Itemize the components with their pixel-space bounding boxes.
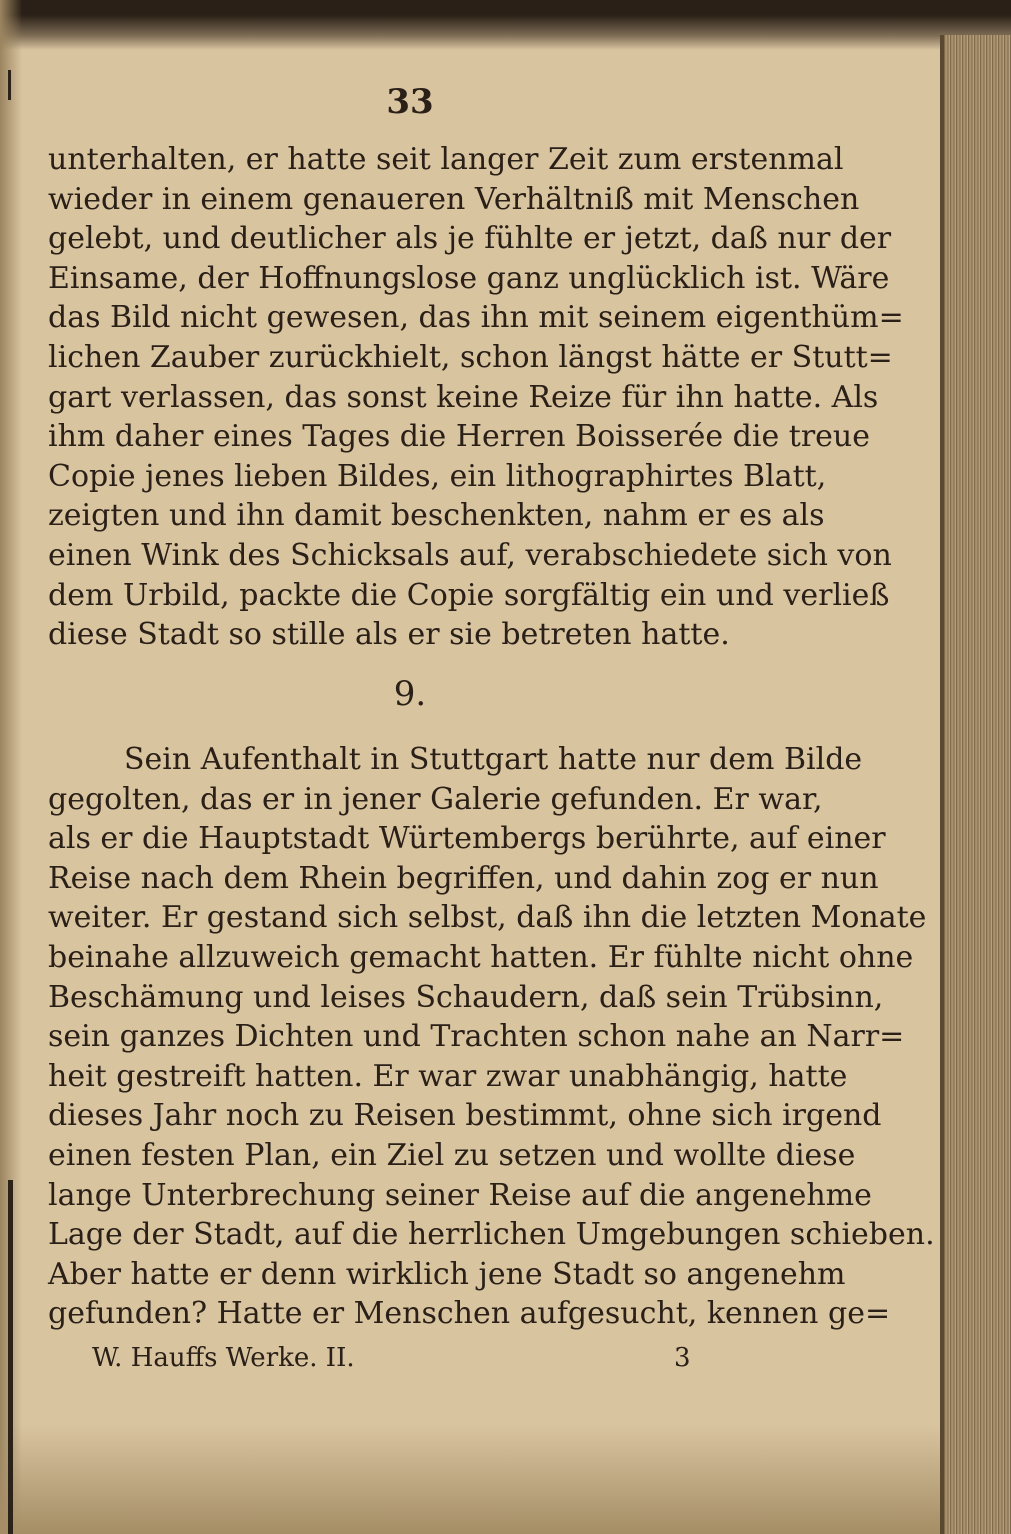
text-line: lichen Zauber zurückhielt, schon längst hätte er Stutt= — [48, 339, 893, 375]
text-line: dieses Jahr noch zu Reisen bestimmt, ohne sich irgend — [48, 1098, 882, 1134]
bottom-shadow — [0, 1424, 1011, 1534]
footer-signature: W. Hauffs Werke. II. — [92, 1343, 355, 1373]
text-line: ihm daher eines Tages die Herren Boisserée die treue — [48, 419, 870, 455]
text-line: gegolten, das er in jener Galerie gefunden. Er war, — [48, 781, 823, 817]
text-line: dem Urbild, packte die Copie sorgfältig ein und verließ — [48, 577, 890, 613]
text-line: Reise nach dem Rhein begriffen, und dahin zog er nun — [48, 860, 879, 896]
text-line: weiter. Er gestand sich selbst, daß ihn die letzten Monate — [48, 900, 927, 936]
text-line: gelebt, und deutlicher als je fühlte er jetzt, daß nur der — [48, 221, 892, 257]
text-line: zeigten und ihn damit beschenkten, nahm er es als — [48, 498, 825, 534]
text-line: sein ganzes Dichten und Trachten schon nahe an Narr= — [48, 1019, 905, 1055]
text-line: als er die Hauptstadt Würtembergs berührte, auf einer — [48, 821, 886, 857]
text-line: heit gestreift hatten. Er war zwar unabhängig, hatte — [48, 1058, 848, 1094]
binding-mark — [8, 1180, 13, 1534]
footer-sheet-number: 3 — [674, 1343, 691, 1373]
text-line: Lage der Stadt, auf die herrlichen Umgebungen schieben. — [48, 1217, 935, 1253]
text-line: unterhalten, er hatte seit langer Zeit zum erstenmal — [48, 142, 844, 177]
text-line: wieder in einem genaueren Verhältniß mit Menschen — [48, 181, 860, 217]
text-line: beinahe allzuweich gemacht hatten. Er fühlte nicht ohne — [48, 939, 914, 975]
text-line: Sein Aufenthalt in Stuttgart hatte nur dem Bilde — [124, 742, 863, 777]
section-number: 9. — [393, 674, 427, 714]
page-number: 33 — [386, 82, 434, 122]
text-line: Aber hatte er denn wirklich jene Stadt so angenehm — [48, 1256, 846, 1292]
text-line: gart verlassen, das sonst keine Reize für ihn hatte. Als — [48, 379, 879, 415]
page-edges — [944, 35, 1011, 1534]
top-shadow — [0, 0, 1011, 50]
text-line: gefunden? Hatte er Menschen aufgesucht, kennen ge= — [48, 1296, 891, 1332]
text-line: diese Stadt so stille als er sie betreten hatte. — [48, 617, 730, 653]
paragraph-1 — [48, 140, 904, 655]
text-line: Einsame, der Hoffnungslose ganz unglücklich ist. Wäre — [48, 260, 890, 296]
paragraph-2 — [48, 740, 935, 1334]
text-line: Copie jenes lieben Bildes, ein lithographirtes Blatt, — [48, 458, 827, 494]
text-line: das Bild nicht gewesen, das ihn mit seinem eigenthüm= — [48, 300, 904, 336]
text-line: Beschämung und leises Schaudern, daß sein Trübsinn, — [48, 979, 884, 1015]
text-line: lange Unterbrechung seiner Reise auf die angenehme — [48, 1177, 872, 1213]
text-line: einen Wink des Schicksals auf, verabschiedete sich von — [48, 537, 892, 573]
text-line: einen festen Plan, ein Ziel zu setzen und wollte diese — [48, 1137, 856, 1173]
